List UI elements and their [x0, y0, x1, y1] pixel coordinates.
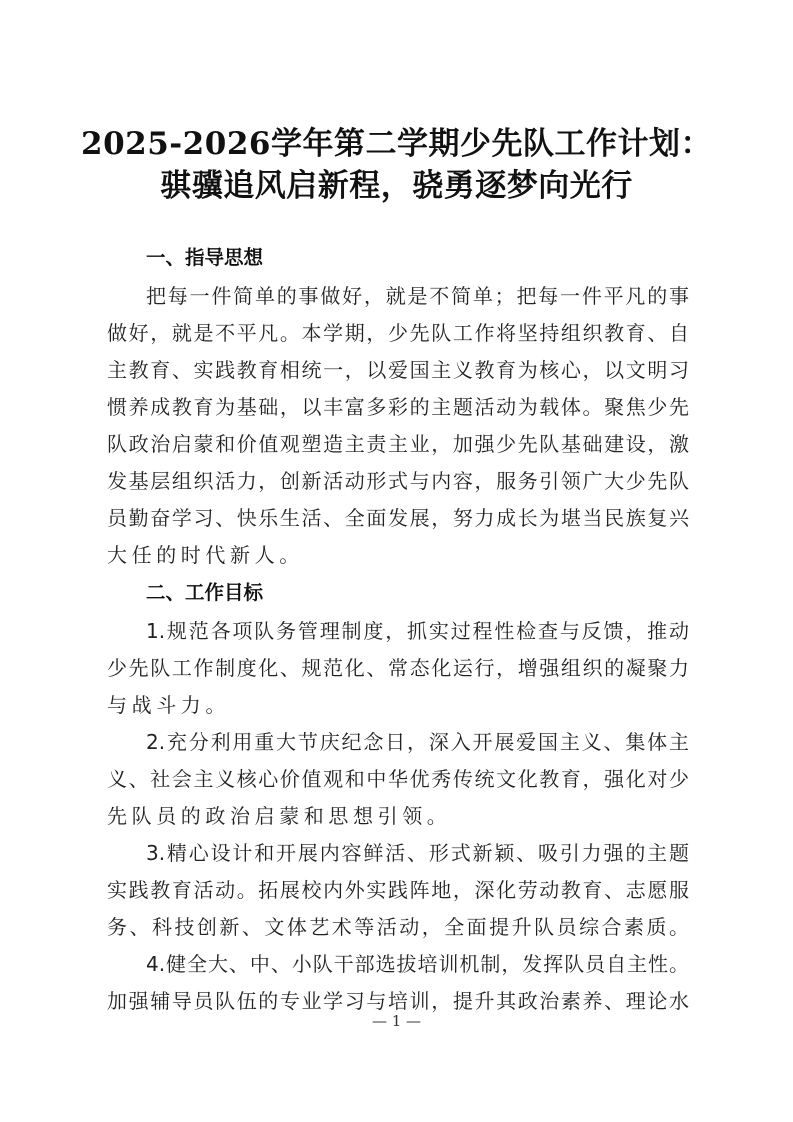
- goal-item-2-line: 义、社会主义核心价值观和中华优秀传统文化教育，强化对少: [107, 767, 689, 791]
- goal-item-1-line: 1.规范各项队务管理制度，抓实过程性检查与反馈，推动: [146, 619, 689, 643]
- document-title-line-2: 骐骥追风启新程，骁勇逐梦向光行: [160, 168, 633, 204]
- document-title-line-1: 2025-2026学年第二学期少先队工作计划：: [81, 126, 712, 162]
- section-heading-work-goals: 二、工作目标: [146, 581, 264, 604]
- paragraph-line: 发基层组织活力，创新活动形式与内容，服务引领广大少先队: [107, 469, 689, 493]
- goal-item-2-line: 2.充分利用重大节庆纪念日，深入开展爱国主义、集体主: [146, 730, 689, 754]
- goal-item-3-line: 3.精心设计和开展内容鲜活、形式新颖、吸引力强的主题: [146, 841, 689, 865]
- goal-item-2-line: 先队员的政治启蒙和思想引领。: [107, 804, 452, 828]
- paragraph-line: 惯养成教育为基础，以丰富多彩的主题活动为载体。聚焦少先: [107, 395, 689, 419]
- paragraph-line: 把每一件简单的事做好，就是不简单；把每一件平凡的事: [146, 284, 689, 308]
- section-heading-guiding-ideology: 一、指导思想: [146, 246, 264, 269]
- page-number: — 1 —: [371, 1012, 422, 1030]
- goal-item-3-line: 实践教育活动。拓展校内外实践阵地，深化劳动教育、志愿服: [107, 878, 689, 902]
- paragraph-line: 员勤奋学习、快乐生活、全面发展，努力成长为堪当民族复兴: [107, 506, 689, 530]
- goal-item-4-line: 4.健全大、中、小队干部选拔培训机制，发挥队员自主性。: [146, 952, 689, 976]
- paragraph-line: 大任的时代新人。: [107, 543, 304, 567]
- goal-item-1-line: 与战斗力。: [107, 693, 230, 717]
- paragraph-line: 队政治启蒙和价值观塑造主责主业，加强少先队基础建设，激: [107, 432, 689, 456]
- goal-item-3-line: 务、科技创新、文体艺术等活动，全面提升队员综合素质。: [107, 915, 689, 939]
- paragraph-line: 做好，就是不平凡。本学期，少先队工作将坚持组织教育、自: [107, 321, 689, 345]
- goal-item-4-line: 加强辅导员队伍的专业学习与培训，提升其政治素养、理论水: [107, 989, 689, 1013]
- paragraph-line: 主教育、实践教育相统一，以爱国主义教育为核心，以文明习: [107, 358, 689, 382]
- goal-item-1-line: 少先队工作制度化、规范化、常态化运行，增强组织的凝聚力: [107, 656, 689, 680]
